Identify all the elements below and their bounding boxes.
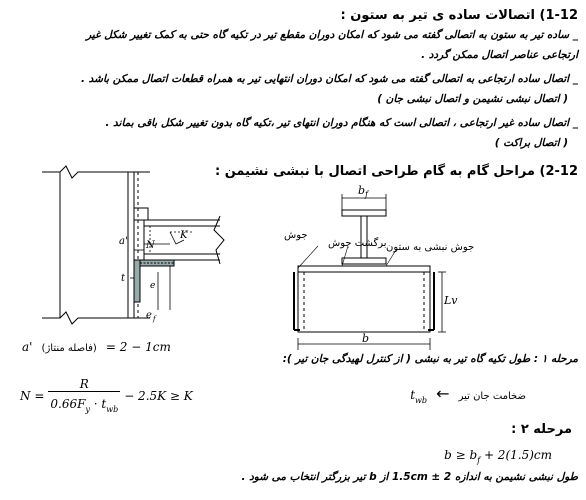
formula-N [20, 376, 193, 416]
formula-N-tail: − 2.5K ≥ K [124, 389, 193, 403]
section-1-para-1-line-2: ارتجاعی عناصر اتصال ممکن گردد . [421, 49, 578, 61]
label-ef: e [146, 310, 152, 321]
a-prime-symbol: a' [22, 340, 33, 354]
step-1-title: مرحله ۱ : طول تکیه گاه تیر به نبشی ( از کنترل لهیدگی جان تیر ): [282, 353, 578, 365]
section-1-para-3-line-2: ( اتصال براکت ) [494, 137, 568, 149]
top-angle [134, 208, 148, 220]
label-weld-return: برگشت جوش [328, 238, 387, 249]
beam-i-section [342, 210, 386, 264]
section-1-para-1-line-1: _ ساده تیر به ستون به اتصالی گفته می شود که امکان دوران مقطع تیر در تکیه گاه حتی به کمک تغییر شکل غیر [86, 29, 578, 41]
section-1-para-3-line-1: _ اتصال ساده غیر ارتجاعی ، اتصالی است که هنگام دوران انتهای تیر ،تکیه گاه بدون تغییر شکل باقی بماند . [105, 117, 578, 129]
label-weld: جوش [284, 230, 308, 241]
label-web-angle-weld: جوش نبشی به ستون [386, 242, 475, 253]
label-bf-sub: f [365, 190, 368, 199]
label-b: b [362, 332, 370, 345]
seat-angle-front [294, 266, 434, 332]
section-1-para-2-line-1: _ اتصال ساده ارتجاعی به اتصالی گفته می شود که امکان دوران انتهایی تیر به همراه قطعات اتصال ممکن باشد . [80, 73, 578, 85]
section-1-heading: 1-12) اتصالات ساده ی تیر به ستون : [340, 8, 578, 23]
label-t: t [121, 273, 126, 284]
tw-symbol: t [410, 388, 416, 402]
section-2-heading: 2-12) مراحل گام به گام طراحی اتصال با نبشی نشیمن : [215, 164, 578, 179]
footer-note: طول نبشی نشیمن به اندازه 1.5cm ± 2 از b تیر بزرگتر انتخاب می شود . [241, 471, 578, 483]
formula-a-prime [22, 336, 171, 355]
section-1-para-2-line-2: ( اتصال نبشی نشیمن و اتصال نبشی جان ) [377, 93, 568, 105]
step-1-web-thickness: $t_{wb}$ ← ضخامت جان تیر [410, 384, 526, 406]
arrow-icon: ← [436, 384, 450, 403]
label-bf: b [358, 184, 366, 197]
label-e: e [150, 281, 156, 291]
formula-N-fraction [48, 377, 120, 414]
formula-N-denominator: $0.66F_y \cdot t_{wb}$ [48, 391, 120, 414]
label-a-prime: a' [119, 236, 128, 247]
a-prime-range: = 1 − 2cm [105, 340, 171, 354]
label-ef-sub: f [153, 315, 156, 323]
seated-connection-front-diagram [282, 180, 462, 355]
label-K: K [180, 230, 188, 241]
a-prime-description: (فاصله منتاژ) [41, 343, 97, 354]
web-thickness-label: ضخامت جان تیر [458, 391, 526, 402]
label-Lv: Lv [444, 294, 458, 307]
step-2-title: مرحله ۲ : [511, 422, 572, 437]
formula-N-lhs: N = [20, 389, 45, 403]
label-N: N [146, 240, 155, 251]
seated-connection-section-diagram [20, 160, 230, 330]
step-2-formula: $b \ge b_f + 2(1.5)cm$ [444, 448, 552, 466]
formula-N-numerator: R [79, 377, 89, 392]
